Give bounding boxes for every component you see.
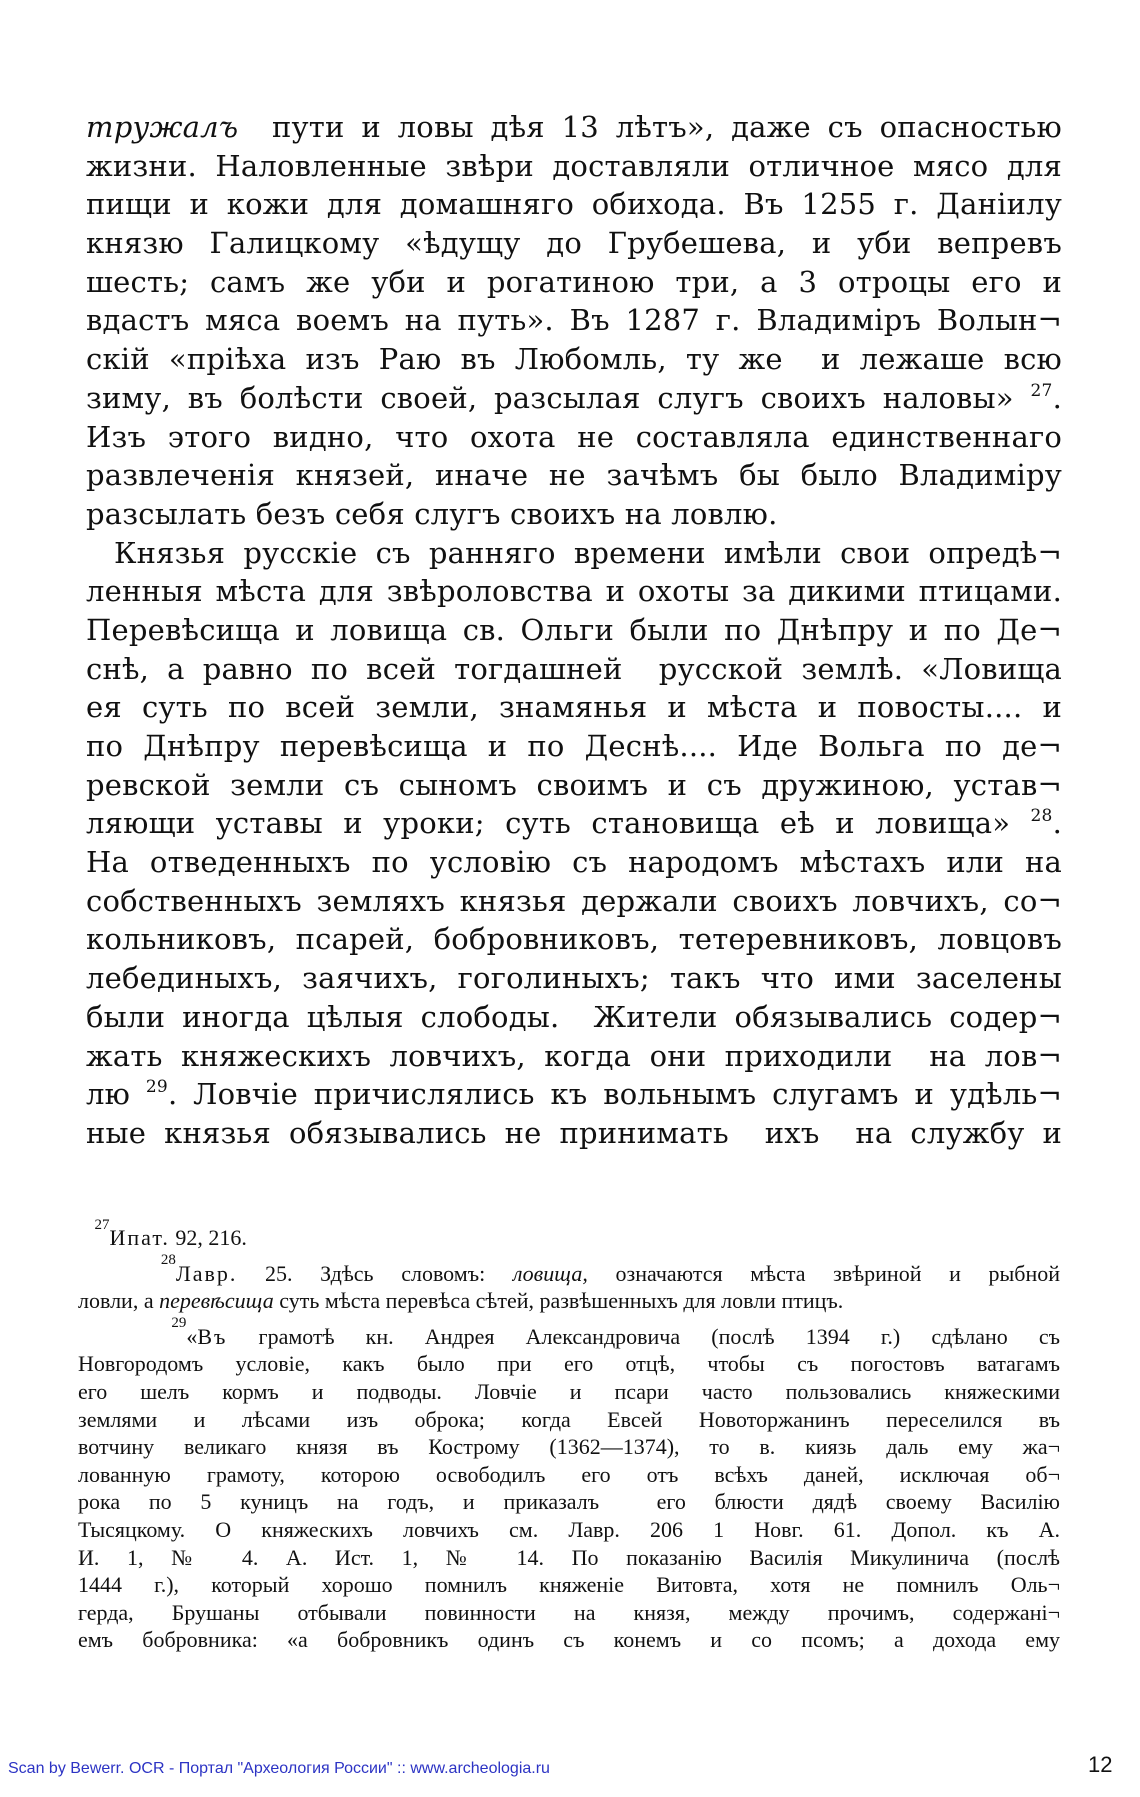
footnote-line: ловли, а перевѣсища суть мѣста перевѣса сѣтей, развѣшенныхъ для ловли птицъ.	[78, 1288, 844, 1314]
text-line: ные князья обязывались не принимать ихъ на службу и	[86, 1115, 1062, 1150]
footnote-line: $^{29}$«Въ грамотѣ кн. Андрея Александровича (послѣ 1394 г.) сдѣлано съ	[171, 1315, 1060, 1349]
footnote-line: землями и лѣсами изъ оброка; когда Евсей Новоторжанинъ переселился въ	[78, 1406, 1060, 1432]
footnote-line: емъ бобровника: «а бобровникъ одинъ съ конемъ и со псомъ; а дохода ему	[78, 1627, 1060, 1653]
text-line: жать княжескихъ ловчихъ, когда они приходили на лов¬	[86, 1038, 1062, 1073]
text-line: жизни. Наловленные звѣри доставляли отличное мясо для	[86, 148, 1062, 183]
main-text	[86, 108, 1062, 1153]
footnote-line: рока по 5 куницъ на годъ, и приказалъ его блюсти дядѣ своему Василію	[78, 1489, 1060, 1515]
text-line: скій «пріѣха изъ Раю въ Любомль, ту же и лежаше всю	[86, 342, 1062, 377]
text-line: пищи и кожи для домашняго обихода. Въ 1255 г. Даніилу	[86, 187, 1062, 222]
footnote	[78, 1252, 1060, 1315]
text-line: шесть; самъ же уби и рогатиною три, а 3 отроцы его и	[86, 264, 1062, 299]
text-line: На отведенныхъ по условію съ народомъ мѣстахъ или на	[86, 845, 1062, 880]
footnote-line: $^{27}$Ипат. 92, 216.	[94, 1216, 247, 1250]
text-line: тружалъ пути и ловы дѣя 13 лѣтъ», даже съ опасностью	[86, 110, 1062, 144]
footnote	[78, 1315, 1060, 1654]
footnote-line: лованную грамоту, которою освободилъ его отъ всѣхъ даней, исключая об¬	[78, 1461, 1060, 1487]
text-line: ея суть по всей земли, знамянья и мѣста и повосты.... и	[86, 690, 1062, 725]
text-line: Изъ этого видно, что охота не составляла единственнаго	[86, 419, 1062, 454]
scan-credit[interactable]: Scan by Bewerr. OCR - Портал "Археология России" :: www.archeologia.ru	[8, 1760, 550, 1777]
footnote-line: И. 1, № 4. А. Ист. 1, № 14. По показанію Василія Микулинича (послѣ	[78, 1544, 1060, 1570]
text-line: ревской земли съ сыномъ своимъ и съ дружиною, устав¬	[86, 767, 1062, 802]
text-line: по Днѣпру перевѣсища и по Деснѣ.... Иде Вольга по де¬	[86, 729, 1062, 763]
text-line: лю $^{29}$. Ловчіе причислялись къ вольнымъ слугамъ и удѣль¬	[86, 1077, 1062, 1112]
text-line: Перевѣсища и ловища св. Ольги были по Днѣпру и по Де¬	[86, 612, 1062, 647]
footnote-line: 1444 г.), который хорошо помнилъ княженіе Витовта, хотя не помнилъ Оль¬	[78, 1572, 1060, 1598]
footnote-line: вотчину великаго князя въ Кострому (1362—1374), то в. киязь даль ему жа¬	[78, 1434, 1060, 1460]
text-line: снѣ, а равно по всей тогдашней русской землѣ. «Ловища	[86, 651, 1062, 686]
text-line: развлеченія князей, иначе не зачѣмъ бы было Владиміру	[86, 458, 1062, 493]
text-line: князю Галицкому «ѣдущу до Грубешева, и уби вепревъ	[86, 226, 1062, 261]
text-line: вдастъ мяса воемъ на путь». Въ 1287 г. Владиміръ Волын¬	[86, 303, 1062, 338]
footnote-line: Новгородомъ условіе, какъ было при его отцѣ, чтобы съ погостовъ ватагамъ	[78, 1351, 1060, 1377]
text-line: ленныя мѣста для звѣроловства и охоты за дикими птицами.	[86, 574, 1062, 609]
footnote-line: герда, Брушаны отбывали повинности на князя, между прочимъ, содержані¬	[78, 1599, 1060, 1625]
footnote	[78, 1216, 1060, 1252]
text-line: собственныхъ земляхъ князья держали своихъ ловчихъ, со¬	[86, 883, 1062, 918]
text-line: были иногда цѣлыя слободы. Жители обязывались содер¬	[86, 999, 1062, 1034]
footnotes	[78, 1216, 1060, 1662]
footnote-line: Тысяцкому. О княжескихъ ловчихъ см. Лавр. 206 1 Новг. 61. Допол. къ А.	[78, 1516, 1060, 1542]
text-line: ляющи уставы и уроки; суть становища еѣ и ловища» $^{28}$.	[86, 806, 1062, 841]
text-line: Князья русскіе съ ранняго времени имѣли свои опредѣ¬	[114, 535, 1062, 570]
text-line: лебединыхъ, заячихъ, гоголиныхъ; такъ что ими заселены	[86, 961, 1062, 996]
footnote-line: $^{28}$Лавр. 25. Здѣсь словомъ: ловища, означаются мѣста звѣриной и рыбной	[160, 1252, 1060, 1286]
text-line: кольниковъ, псарей, бобровниковъ, тетеревниковъ, ловцовъ	[86, 922, 1062, 957]
text-line: разсылать безъ себя слугъ своихъ на ловлю.	[86, 496, 778, 531]
text-line: зиму, въ болѣсти своей, разсылая слугъ своихъ наловы» $^{27}$.	[86, 380, 1062, 415]
footnote-line: его шелъ кормъ и подводы. Ловчіе и псари часто пользовались княжескими	[78, 1378, 1060, 1404]
page-number: 12	[1088, 1752, 1113, 1777]
